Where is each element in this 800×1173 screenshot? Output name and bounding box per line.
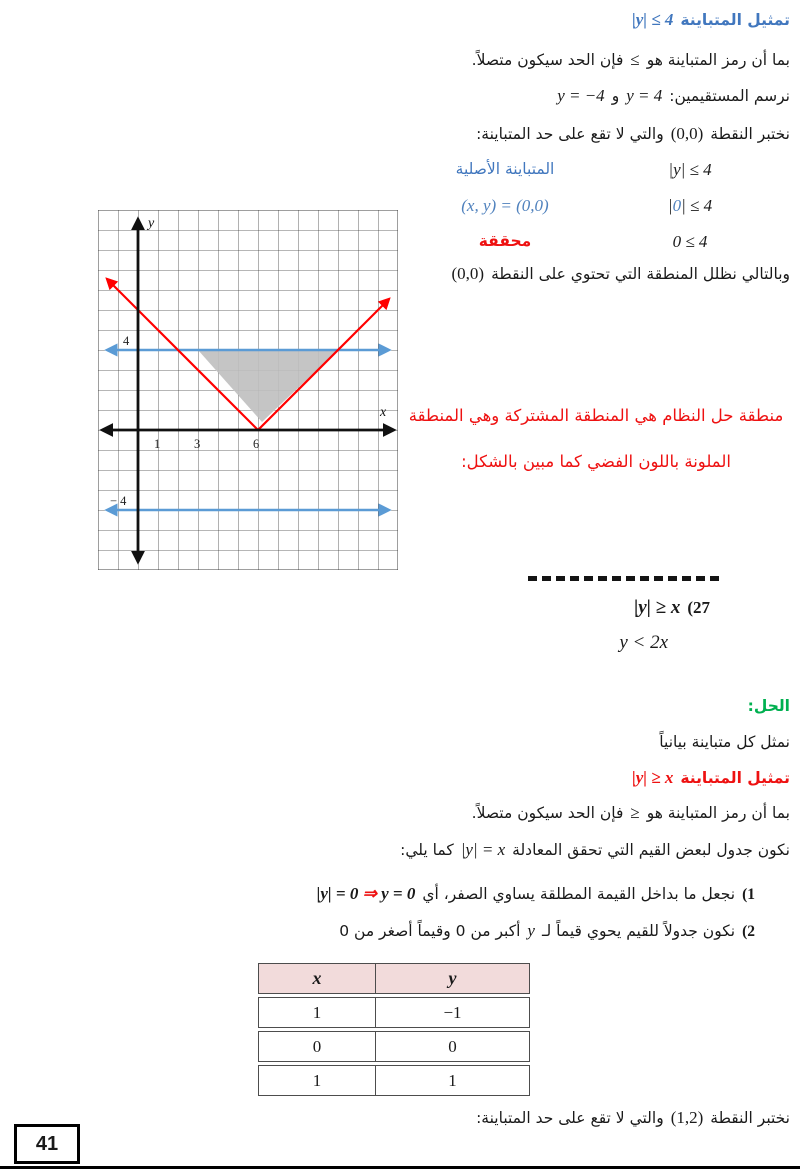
section1-title-text: تمثيل المتباينة	[680, 11, 790, 29]
table-row	[258, 997, 530, 1028]
problem-27-line1	[634, 597, 710, 619]
tick-x-3: 3	[194, 437, 201, 451]
condition-post: فإن الحد سيكون متصلاً.	[471, 51, 624, 69]
page-number: 41	[35, 1132, 59, 1155]
problem-27-line2	[619, 632, 668, 654]
bar-right-rest: | ≤ 4	[681, 196, 713, 215]
test-point-line-2	[476, 1108, 790, 1128]
check-row3-label	[410, 232, 600, 250]
abs-zero-math	[668, 196, 712, 216]
check-row2-label	[410, 196, 600, 216]
problem-eq2: y < 2x	[619, 632, 668, 653]
step-1-text: نجعل ما بداخل القيمة المطلقة يساوي الصفر، أي	[422, 885, 736, 903]
tick-y-neg4: − 4	[110, 494, 127, 508]
region-note-line2	[398, 452, 794, 471]
test-point-line-1	[476, 124, 790, 144]
cell-x-0: 1	[258, 997, 376, 1028]
step-2-text-pre: نكون جدولاً للقيم يحوي قيماً لـ	[541, 922, 736, 940]
check-math-1: |y| ≤ 4	[668, 160, 712, 179]
check-row3-math	[620, 232, 760, 252]
xy-substitution-label: (x, y) = (0,0)	[461, 196, 549, 215]
tick-x-1: 1	[154, 437, 161, 451]
header-y: y	[376, 963, 530, 994]
condition-pre: بما أن رمز المتباينة هو	[646, 51, 790, 69]
region-note-line1	[398, 406, 794, 425]
step-1-number: (1	[742, 886, 755, 903]
step-1-math-a: |y| = 0	[316, 884, 359, 903]
problem-number: (27	[687, 598, 710, 617]
step-1-math	[317, 884, 416, 904]
shade-region-line	[452, 264, 791, 284]
test2-pre: نختبر النقطة	[710, 1109, 790, 1127]
table-intro-math: |y| = x	[460, 840, 506, 859]
bar-left: |	[667, 196, 673, 215]
tick-x-6: 6	[253, 437, 260, 451]
y-axis-label: y	[148, 216, 155, 231]
page-number-box	[14, 1124, 80, 1164]
table-intro-pre: نكون جدول لبعض القيم التي تحقق المعادلة	[512, 841, 790, 859]
test2-point: (1,2)	[670, 1108, 704, 1127]
satisfied-label: محققة	[478, 232, 532, 250]
table-row	[258, 1065, 530, 1096]
draw-label: نرسم المستقيمين:	[669, 87, 790, 105]
region-note-text2: الملونة باللون الفضي كما مبين بالشكل:	[461, 452, 731, 471]
condition2-pre: بما أن رمز المتباينة هو	[646, 804, 790, 822]
shade-pre: وبالتالي نظلل المنطقة التي تحتوي على النقطة	[491, 265, 790, 283]
step-2-text-post: أكبر من 0 وقيماً أصغر من 0	[339, 922, 521, 940]
problem-eq1: |y| ≥ x	[634, 597, 681, 618]
original-inequality-label: المتباينة الأصلية	[455, 160, 555, 178]
cell-x-2: 1	[258, 1065, 376, 1096]
table-header-row	[258, 963, 530, 994]
equation-y-neg4: y = −4	[557, 86, 605, 105]
step-2	[339, 921, 755, 941]
boundary-condition-line-1	[472, 50, 790, 70]
cell-y-0: −1	[376, 997, 530, 1028]
step-1-math-b: y = 0	[381, 884, 416, 903]
substituted-zero: 0	[672, 196, 682, 215]
section-divider	[528, 576, 720, 581]
section1-title	[632, 10, 790, 30]
boundary-condition-line-2	[472, 803, 790, 823]
conjunction: و	[611, 87, 620, 105]
check-row2-math	[620, 196, 760, 216]
solution-heading	[748, 697, 790, 715]
test-pre: نختبر النقطة	[710, 125, 790, 143]
condition2-post: فإن الحد سيكون متصلاً.	[471, 804, 624, 822]
solution-label: الحل:	[747, 697, 790, 715]
shade-point: (0,0)	[451, 264, 485, 283]
implies-arrow: ⇒	[362, 884, 377, 903]
step-1	[317, 884, 755, 904]
solution-intro	[659, 733, 790, 751]
values-table	[258, 963, 530, 1096]
step-2-number: (2	[742, 923, 755, 940]
equation-y-4: y = 4	[626, 86, 663, 105]
table-intro-post: كما يلي:	[400, 841, 454, 859]
section2-subtitle	[632, 768, 790, 788]
subtitle-text: تمثيل المتباينة	[680, 769, 790, 787]
geq-symbol: ≥	[630, 803, 640, 822]
leq-symbol: ≤	[630, 50, 640, 69]
check-row1-math	[620, 160, 760, 180]
cell-y-1: 0	[376, 1031, 530, 1062]
check-math-3: 0 ≤ 4	[672, 232, 708, 251]
section1-title-math: |y| ≤ 4	[631, 10, 674, 29]
draw-lines-line	[557, 86, 790, 106]
test-post: والتي لا تقع على حد المتباينة:	[476, 125, 664, 143]
step-2-y-symbol: y	[527, 921, 535, 940]
x-axis-label: x	[380, 405, 387, 420]
subtitle-math: |y| ≥ x	[631, 768, 674, 787]
intro-text: نمثل كل متباينة بيانياً	[659, 733, 790, 751]
cell-x-1: 0	[258, 1031, 376, 1062]
table-row	[258, 1031, 530, 1062]
coordinate-plane-figure	[98, 210, 398, 570]
check-row1-label	[410, 160, 600, 178]
table-intro-line	[400, 840, 790, 860]
tick-y-4: 4	[123, 334, 130, 348]
header-x: x	[258, 963, 376, 994]
bottom-rule	[0, 1166, 800, 1169]
cell-y-2: 1	[376, 1065, 530, 1096]
test-point-value: (0,0)	[670, 124, 704, 143]
test2-post: والتي لا تقع على حد المتباينة:	[476, 1109, 664, 1127]
region-note-text1: منطقة حل النظام هي المنطقة المشتركة وهي المنطقة	[408, 406, 784, 425]
